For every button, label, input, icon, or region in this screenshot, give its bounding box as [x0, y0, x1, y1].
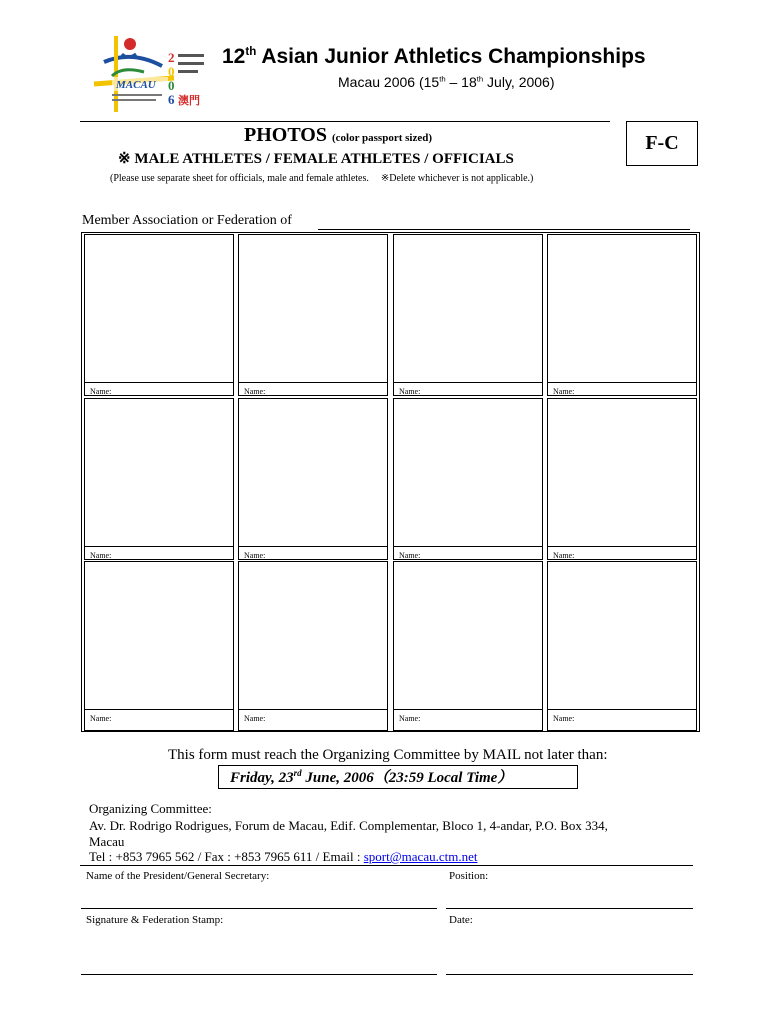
photo-slot-5[interactable] — [84, 398, 234, 560]
name-divider — [394, 546, 542, 547]
position-label: Position: — [449, 870, 489, 882]
name-label: Name: — [553, 387, 575, 396]
president-name-field[interactable] — [81, 908, 437, 909]
photo-slot-4[interactable] — [547, 234, 697, 396]
member-association-field[interactable] — [318, 229, 690, 230]
subtitle-mid: – 18 — [445, 74, 477, 90]
name-label: Name: — [399, 387, 421, 396]
photo-slot-10[interactable] — [238, 561, 388, 731]
photos-title: PHOTOS — [244, 124, 327, 146]
title-suffix: th — [245, 46, 257, 58]
name-label: Name: — [90, 387, 112, 396]
name-label: Name: — [90, 551, 112, 560]
photos-heading — [244, 124, 432, 147]
name-divider — [239, 546, 387, 547]
logo-chinese: 澳門 — [178, 94, 200, 107]
president-name-label: Name of the President/General Secretary: — [86, 870, 270, 882]
name-divider — [85, 546, 233, 547]
date-label: Date: — [449, 914, 473, 926]
photos-note: (color passport sized) — [332, 132, 433, 144]
photo-slot-3[interactable] — [393, 234, 543, 396]
photo-slot-11[interactable] — [393, 561, 543, 731]
photo-slot-7[interactable] — [393, 398, 543, 560]
organizer-contact — [89, 849, 477, 865]
photo-slot-12[interactable] — [547, 561, 697, 731]
name-divider — [85, 709, 233, 710]
name-label: Name: — [399, 551, 421, 560]
instruction-right: ※Delete whichever is not applicable.) — [380, 173, 534, 184]
category-line: ※ MALE ATHLETES / FEMALE ATHLETES / OFFICIALS — [118, 151, 514, 167]
logo-digit-1: 2 — [168, 50, 175, 65]
photo-slot-9[interactable] — [84, 561, 234, 731]
photo-slot-6[interactable] — [238, 398, 388, 560]
signature-field[interactable] — [81, 974, 437, 975]
photo-grid — [81, 232, 700, 732]
deadline-text: This form must reach the Organizing Committee by MAIL not later than: — [168, 747, 608, 763]
name-label: Name: — [244, 387, 266, 396]
logo-digit-4: 6 — [168, 92, 175, 107]
name-label: Name: — [399, 714, 421, 723]
logo-digit-3: 0 — [168, 78, 175, 93]
form-code-box: F-C — [626, 121, 698, 166]
subtitle-sup-2: th — [476, 74, 484, 84]
photo-slot-2[interactable] — [238, 234, 388, 396]
photo-slot-8[interactable] — [547, 398, 697, 560]
deadline-date-sup: rd — [293, 768, 302, 778]
organizer-address: Av. Dr. Rodrigo Rodrigues, Forum de Macau, Edif. Complementar, Bloco 1, 4-andar, P.O. Box 334, — [89, 818, 608, 833]
organizer-email-link[interactable]: sport@macau.ctm.net — [363, 849, 478, 864]
header-divider — [80, 121, 610, 122]
name-divider — [548, 709, 696, 710]
logo-digit-2: 0 — [168, 64, 175, 79]
organizer-city: Macau — [89, 834, 125, 849]
name-divider — [85, 382, 233, 383]
name-label: Name: — [553, 714, 575, 723]
name-divider — [394, 382, 542, 383]
organizer-contact-text: Tel : +853 7965 562 / Fax : +853 7965 611 / Email : — [89, 849, 364, 864]
organizer-divider — [80, 865, 693, 866]
logo-word: MACAU — [116, 79, 156, 91]
deadline-date-rest: June, 2006（23:59 Local Time） — [301, 770, 513, 786]
name-label: Name: — [553, 551, 575, 560]
name-divider — [239, 709, 387, 710]
name-label: Name: — [244, 714, 266, 723]
date-field[interactable] — [446, 974, 693, 975]
deadline-date-prefix: Friday, 23 — [230, 770, 294, 786]
subtitle-end: July, 2006) — [483, 74, 555, 90]
organizer-title: Organizing Committee: — [89, 801, 212, 816]
instruction-left: (Please use separate sheet for officials, male and female athletes. — [110, 173, 369, 184]
position-field[interactable] — [446, 908, 693, 909]
championship-logo-icon — [92, 32, 210, 116]
page-subtitle — [338, 74, 555, 90]
subtitle-sup-1: th — [439, 74, 446, 84]
instructions — [110, 173, 533, 184]
name-label: Name: — [244, 551, 266, 560]
name-divider — [394, 709, 542, 710]
deadline-date — [230, 766, 512, 787]
name-divider — [239, 382, 387, 383]
name-divider — [548, 382, 696, 383]
title-number: 12 — [222, 45, 246, 68]
page-title — [222, 45, 646, 69]
signature-label: Signature & Federation Stamp: — [86, 914, 224, 926]
subtitle-prefix: Macau 2006 (15 — [338, 74, 440, 90]
photo-slot-1[interactable] — [84, 234, 234, 396]
name-label: Name: — [90, 714, 112, 723]
title-text: Asian Junior Athletics Championships — [256, 45, 646, 68]
name-divider — [548, 546, 696, 547]
member-association-label: Member Association or Federation of — [82, 213, 292, 228]
